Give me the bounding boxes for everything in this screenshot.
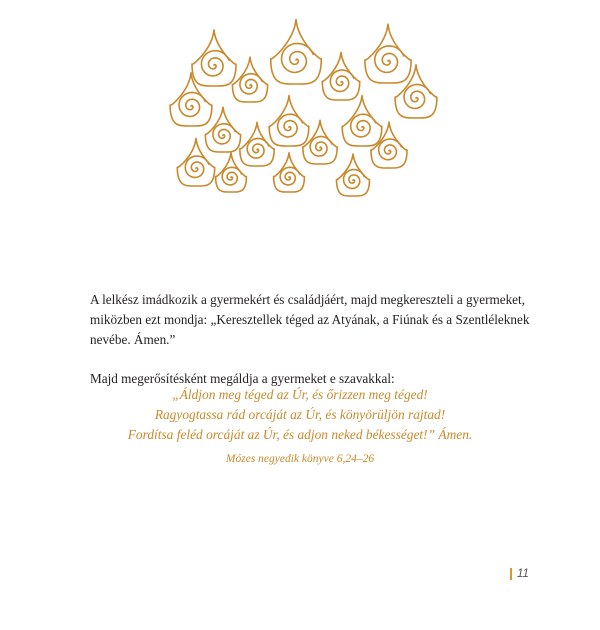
spiral-icon — [247, 138, 269, 158]
verse-source: Mózes negyedik könyve 6,24–26 — [225, 453, 375, 465]
verse-line: Fordítsa feléd orcáját az Úr, és adjon neked békességet!” Ámen. — [127, 427, 473, 442]
spiral-icon — [282, 43, 314, 72]
spiral-icon — [278, 114, 303, 137]
spiral-icon — [330, 70, 354, 91]
spiral-icon — [310, 136, 332, 156]
spiral-icon — [213, 124, 235, 144]
body-text — [90, 290, 530, 389]
blessing-verse — [60, 385, 540, 469]
spiral-icon — [404, 84, 430, 108]
spiral-icon — [379, 139, 402, 160]
spiral-icon — [240, 74, 262, 94]
spiral-icon — [375, 46, 404, 73]
blessing-intro: Majd megerősítésként megáldja a gyermeket e szavakkal: — [90, 371, 395, 386]
verse-line: „Áldjon meg téged az Úr, és őrizzen meg téged! — [172, 387, 428, 402]
spiral-icon — [280, 167, 299, 185]
spiral-icon — [222, 167, 241, 185]
spiral-icon — [351, 114, 376, 137]
spiral-icon — [201, 51, 229, 76]
spiral-icon — [179, 92, 205, 116]
intro-paragraph: A lelkész imádkozik a gyermekért és családjáért, majd megkereszteli a gyermeket, miközben ezt mondja: „Keresztellek téged az Atyának, a Fiúnak és a Szentléleknek nevébe. Ámen.” — [90, 292, 530, 347]
spiral-icon — [344, 170, 365, 189]
verse-line: Ragyogtassa rád orcáját az Úr, és könyörüljön rajtad! — [154, 407, 446, 422]
page-number: 11 — [510, 568, 529, 580]
raindrop-illustration — [0, 0, 600, 240]
spiral-icon — [185, 156, 209, 177]
